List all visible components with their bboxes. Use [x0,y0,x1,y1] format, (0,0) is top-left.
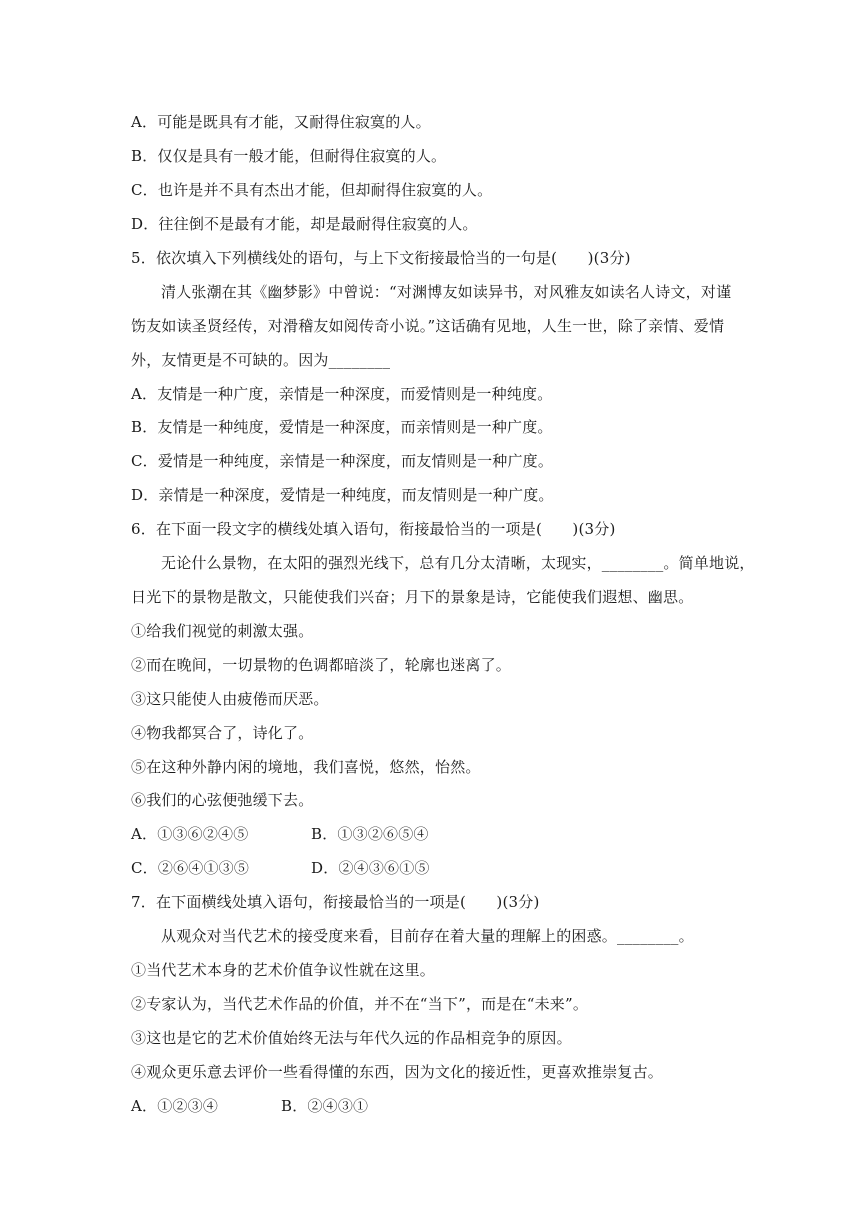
q6-option-a: A．①③⑥②④⑤ [131,825,249,843]
q6-option-c: C．②⑥④①③⑤ [131,859,250,877]
q5-option-a: A．友情是一种广度，亲情是一种深度，而爱情则是一种纯度。 [131,385,553,403]
q6-stem: 6．在下面一段文字的横线处填入语句，衔接最恰当的一项是( )(3分) [131,520,616,538]
q6-sentence-5: ⑤在这种外静内闲的境地，我们喜悦，悠然，怡然。 [131,758,481,776]
q6-sentence-6: ⑥我们的心弦便弛缓下去。 [131,791,314,809]
q6-passage-line-2: 日光下的景物是散文，只能使我们兴奋；月下的景象是诗，它能使我们遐想、幽思。 [131,588,694,606]
q6-sentence-4: ④物我都冥合了，诗化了。 [131,724,314,742]
q5-option-d: D．亲情是一种深度，爱情是一种纯度，而友情则是一种广度。 [131,486,554,504]
q4-option-b: B．仅仅是具有一般才能，但耐得住寂寞的人。 [131,147,447,165]
q5-passage-line-2: 饬友如读圣贤经传，对滑稽友如阅传奇小说。”这话确有见地，人生一世，除了亲情、爱情 [131,317,725,335]
q4-option-d: D．往往倒不是最有才能，却是最耐得住寂寞的人。 [131,215,478,233]
q6-option-b: B．①③②⑥⑤④ [311,825,429,843]
q7-option-b: B．②④③① [281,1097,369,1115]
q7-sentence-2: ②专家认为，当代艺术作品的价值，并不在“当下”，而是在“未来”。 [131,995,589,1013]
q7-sentence-4: ④观众更乐意去评价一些看得懂的东西，因为文化的接近性，更喜欢推崇复古。 [131,1063,664,1081]
q6-option-d: D．②④③⑥①⑤ [311,859,430,877]
q6-sentence-3: ③这只能使人由疲倦而厌恶。 [131,690,329,708]
q7-sentence-3: ③这也是它的艺术价值始终无法与年代久远的作品相竞争的原因。 [131,1029,572,1047]
q5-passage-line-3: 外，友情更是不可缺的。因为________ [131,351,391,369]
q6-sentence-2: ②而在晚间，一切景物的色调都暗淡了，轮廓也迷离了。 [131,656,512,674]
q7-stem: 7．在下面横线处填入语句，衔接最恰当的一项是( )(3分) [131,893,540,911]
q6-passage-line-1: 无论什么景物，在太阳的强烈光线下，总有几分太清晰，太现实，________。简单地说， [161,554,755,572]
q4-option-a: A．可能是既具有才能，又耐得住寂寞的人。 [131,113,431,131]
q5-option-c: C．爱情是一种纯度，亲情是一种深度，而友情则是一种广度。 [131,452,554,470]
q7-sentence-1: ①当代艺术本身的艺术价值争议性就在这里。 [131,961,436,979]
q7-passage-line-1: 从观众对当代艺术的接受度来看，目前存在着大量的理解上的困惑。________。 [161,927,694,945]
q5-passage-line-1: 清人张潮在其《幽梦影》中曾说：“对渊博友如读异书，对风雅友如读名人诗文，对谨 [161,283,732,301]
q4-option-c: C．也许是并不具有杰出才能，但却耐得住寂寞的人。 [131,181,493,199]
q5-option-b: B．友情是一种纯度，爱情是一种深度，而亲情则是一种广度。 [131,418,553,436]
q6-sentence-1: ①给我们视觉的刺激太强。 [131,622,314,640]
q5-stem: 5．依次填入下列横线处的语句，与上下文衔接最恰当的一句是( )(3分) [131,249,631,267]
q7-option-a: A．①②③④ [131,1097,219,1115]
